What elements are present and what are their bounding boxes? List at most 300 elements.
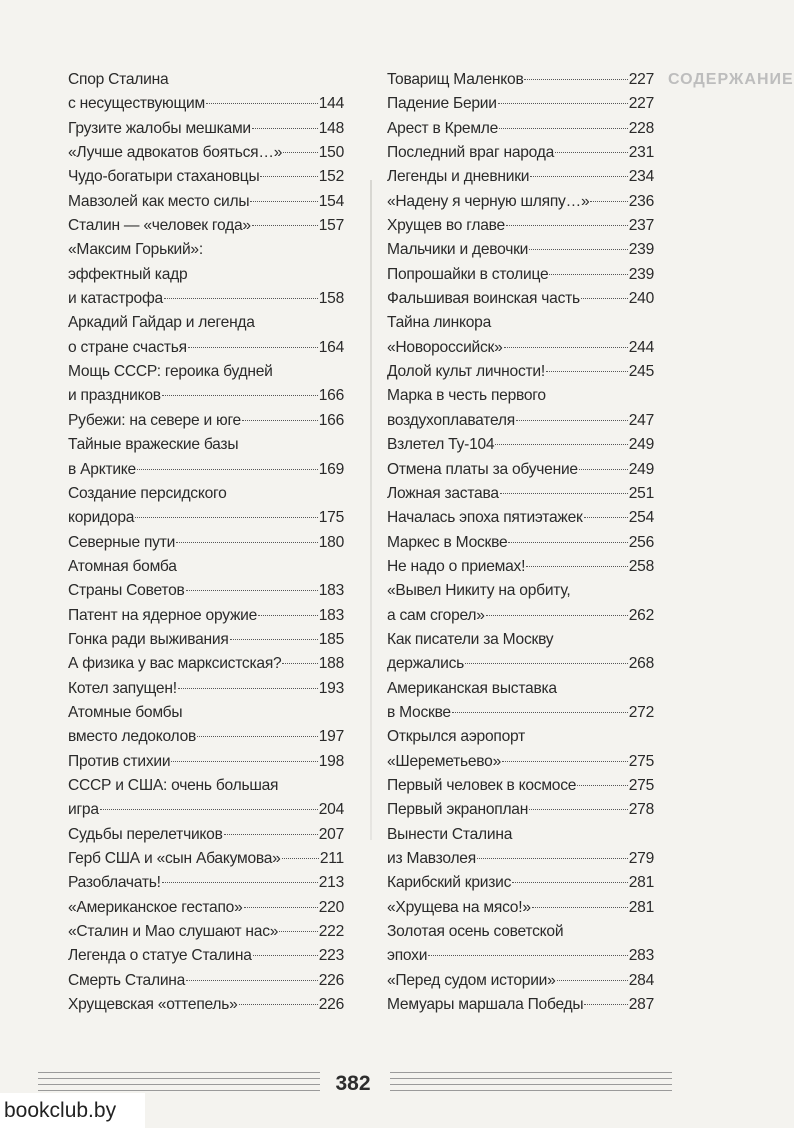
toc-entry-last-line bbox=[68, 896, 344, 920]
toc-entry-last-line bbox=[68, 141, 344, 165]
toc-page-number: 254 bbox=[628, 509, 654, 527]
toc-entry-last-line bbox=[68, 531, 344, 555]
toc-entry-last-line bbox=[387, 165, 654, 189]
toc-entry-last-line bbox=[387, 458, 654, 482]
toc-entry-last-line bbox=[68, 579, 344, 603]
dot-leader bbox=[230, 639, 318, 640]
footer-rule-left bbox=[38, 1084, 320, 1085]
toc-entry-last-line bbox=[68, 725, 344, 749]
toc-entry bbox=[68, 190, 344, 214]
dot-leader bbox=[590, 201, 627, 202]
toc-entry-last-line bbox=[68, 458, 344, 482]
dot-leader bbox=[499, 128, 628, 129]
toc-entry-title-line: воздухоплавателя bbox=[387, 411, 515, 429]
footer-rule-right bbox=[390, 1090, 672, 1091]
toc-entry-last-line bbox=[387, 433, 654, 457]
contents-header-fragment: СОДЕРЖАНИЕ bbox=[668, 71, 794, 88]
toc-entry bbox=[387, 871, 654, 895]
toc-entry-title-line: Мощь СССР: героика будней bbox=[68, 363, 273, 381]
toc-entry-title-line: «Сталин и Мао слушают нас» bbox=[68, 923, 279, 941]
footer-rule-right bbox=[390, 1072, 672, 1073]
toc-page-number: 164 bbox=[318, 338, 344, 356]
toc-entry bbox=[68, 141, 344, 165]
toc-page-number: 249 bbox=[628, 436, 654, 454]
toc-page-number: 247 bbox=[628, 411, 654, 429]
toc-entry-last-line bbox=[68, 847, 344, 871]
toc-entry-title-line: Атомная бомба bbox=[68, 557, 177, 575]
toc-page-number: 272 bbox=[628, 703, 654, 721]
toc-entry-last-line bbox=[387, 141, 654, 165]
toc-entry-last-line bbox=[387, 409, 654, 433]
toc-entry bbox=[387, 993, 654, 1017]
toc-entry-title-line: Грузите жалобы мешками bbox=[68, 119, 251, 137]
toc-entry bbox=[68, 774, 344, 823]
toc-page-number: 244 bbox=[628, 338, 654, 356]
dot-leader bbox=[162, 395, 318, 396]
toc-entry bbox=[68, 604, 344, 628]
toc-page-number: 245 bbox=[628, 363, 654, 381]
dot-leader bbox=[529, 809, 628, 810]
toc-entry bbox=[387, 798, 654, 822]
toc-left-column bbox=[68, 68, 344, 1017]
toc-entry bbox=[68, 847, 344, 871]
toc-page-number: 183 bbox=[318, 582, 344, 600]
toc-entry-title-line: Аркадий Гайдар и легенда bbox=[68, 314, 255, 332]
toc-entry-title-line: а сам сгорел» bbox=[387, 606, 485, 624]
dot-leader bbox=[253, 955, 318, 956]
toc-entry bbox=[387, 774, 654, 798]
footer-rule-left bbox=[38, 1072, 320, 1073]
toc-page-number: 197 bbox=[318, 728, 344, 746]
toc-entry-title-line: «Надену я черную шляпу…» bbox=[387, 192, 590, 210]
toc-entry-title-line: Взлетел Ту-104 bbox=[387, 436, 495, 454]
toc-entry bbox=[387, 384, 654, 433]
toc-page-number: 239 bbox=[628, 265, 654, 283]
footer-rule-right bbox=[390, 1078, 672, 1079]
dot-leader bbox=[498, 103, 628, 104]
toc-entry bbox=[68, 750, 344, 774]
toc-page-number: 193 bbox=[318, 679, 344, 697]
toc-page-number: 180 bbox=[318, 533, 344, 551]
toc-entry-last-line bbox=[387, 531, 654, 555]
toc-entry-title-line: Отмена платы за обучение bbox=[387, 460, 578, 478]
toc-entry-last-line bbox=[68, 823, 344, 847]
toc-entry-last-line bbox=[68, 944, 344, 968]
dot-leader bbox=[502, 761, 628, 762]
toc-entry bbox=[387, 92, 654, 116]
dot-leader bbox=[186, 980, 318, 981]
toc-entry bbox=[68, 555, 344, 604]
bleed-through-bar bbox=[370, 180, 372, 840]
toc-page-number: 166 bbox=[318, 411, 344, 429]
dot-leader bbox=[486, 615, 628, 616]
toc-entry-title-line: Рубежи: на севере и юге bbox=[68, 411, 241, 429]
dot-leader bbox=[244, 907, 318, 908]
dot-leader bbox=[557, 980, 628, 981]
toc-entry-title-line: в Москве bbox=[387, 703, 451, 721]
toc-entry-last-line bbox=[387, 871, 654, 895]
toc-entry-title-line: Северные пути bbox=[68, 533, 176, 551]
toc-page-number: 154 bbox=[318, 192, 344, 210]
footer-rule-left bbox=[38, 1078, 320, 1079]
toc-entry-last-line bbox=[387, 944, 654, 968]
toc-page-number: 188 bbox=[318, 655, 344, 673]
dot-leader bbox=[504, 347, 628, 348]
toc-entry bbox=[68, 238, 344, 311]
toc-entry-last-line bbox=[68, 287, 344, 311]
toc-page-number: 234 bbox=[628, 168, 654, 186]
toc-entry-last-line bbox=[387, 750, 654, 774]
toc-page-number: 287 bbox=[628, 996, 654, 1014]
toc-entry-last-line bbox=[68, 604, 344, 628]
toc-entry-title-line: Гонка ради выживания bbox=[68, 630, 229, 648]
toc-entry bbox=[68, 311, 344, 360]
dot-leader bbox=[282, 858, 319, 859]
dot-leader bbox=[512, 882, 628, 883]
toc-entry bbox=[387, 628, 654, 677]
toc-page-number: 226 bbox=[318, 996, 344, 1014]
toc-entry-title-line: Ложная застава bbox=[387, 484, 499, 502]
dot-leader bbox=[283, 152, 318, 153]
toc-entry-title-line: «Хрущева на мясо!» bbox=[387, 898, 531, 916]
toc-page-number: 198 bbox=[318, 752, 344, 770]
toc-entry-last-line bbox=[387, 214, 654, 238]
toc-entry-last-line bbox=[68, 920, 344, 944]
toc-entry-title-line: Смерть Сталина bbox=[68, 971, 186, 989]
toc-page-number: 150 bbox=[318, 144, 344, 162]
toc-entry-title-line: Вынести Сталина bbox=[387, 825, 513, 843]
dot-leader bbox=[477, 858, 628, 859]
toc-entry bbox=[68, 871, 344, 895]
dot-leader bbox=[508, 542, 627, 543]
dot-leader bbox=[252, 225, 318, 226]
dot-leader bbox=[164, 298, 318, 299]
toc-entry bbox=[68, 823, 344, 847]
toc-entry-title-line: «Максим Горький»: bbox=[68, 241, 203, 259]
dot-leader bbox=[428, 955, 628, 956]
dot-leader bbox=[452, 712, 628, 713]
footer-rule-left bbox=[38, 1090, 320, 1091]
dot-leader bbox=[532, 907, 628, 908]
toc-entry bbox=[387, 823, 654, 872]
toc-entry bbox=[387, 238, 654, 262]
toc-entry-last-line bbox=[387, 701, 654, 725]
toc-page-number: 231 bbox=[628, 144, 654, 162]
toc-entry bbox=[387, 117, 654, 141]
toc-entry-title-line: «Лучше адвокатов бояться…» bbox=[68, 144, 283, 162]
toc-entry-title-line: Падение Берии bbox=[387, 95, 497, 113]
toc-entry bbox=[68, 701, 344, 750]
toc-entry-title-line: Товарищ Маленков bbox=[387, 71, 524, 88]
toc-page-number: 222 bbox=[318, 923, 344, 941]
toc-entry bbox=[387, 68, 654, 92]
toc-page-number: 157 bbox=[318, 217, 344, 235]
toc-page-number: 148 bbox=[318, 119, 344, 137]
dot-leader bbox=[162, 882, 318, 883]
toc-page-number: 228 bbox=[628, 119, 654, 137]
toc-page-number: 227 bbox=[628, 95, 654, 113]
dot-leader bbox=[526, 566, 628, 567]
toc-page-number: 275 bbox=[628, 776, 654, 794]
toc-entry bbox=[68, 896, 344, 920]
dot-leader bbox=[206, 103, 318, 104]
toc-entry-title-line: Хрущев во главе bbox=[387, 217, 505, 235]
toc-page-number: 204 bbox=[318, 801, 344, 819]
toc-entry-last-line bbox=[387, 652, 654, 676]
toc-page-number: 207 bbox=[318, 825, 344, 843]
dot-leader bbox=[555, 152, 628, 153]
toc-page-number: 152 bbox=[318, 168, 344, 186]
toc-page-number: 275 bbox=[628, 752, 654, 770]
dot-leader bbox=[529, 249, 628, 250]
toc-entry-title-line: Против стихии bbox=[68, 752, 171, 770]
toc-entry bbox=[387, 482, 654, 506]
toc-entry-title-line: СССР и США: очень большая bbox=[68, 776, 279, 794]
toc-entry-last-line bbox=[387, 896, 654, 920]
toc-entry-title-line: коридора bbox=[68, 509, 135, 527]
toc-entry-title-line: Хрущевская «оттепель» bbox=[68, 996, 238, 1014]
toc-entry-title-line: Создание персидского bbox=[68, 484, 227, 502]
toc-page-number: 166 bbox=[318, 387, 344, 405]
toc-entry bbox=[387, 360, 654, 384]
toc-entry-last-line bbox=[68, 384, 344, 408]
toc-entry-title-line: Открылся аэропорт bbox=[387, 728, 525, 746]
toc-entry bbox=[68, 531, 344, 555]
toc-entry-title-line: в Арктике bbox=[68, 460, 136, 478]
toc-entry-title-line: с несуществующим bbox=[68, 95, 205, 113]
toc-entry-last-line bbox=[387, 117, 654, 141]
toc-entry-title-line: и катастрофа bbox=[68, 290, 163, 308]
dot-leader bbox=[250, 201, 317, 202]
toc-entry-title-line: Карибский кризис bbox=[387, 874, 512, 892]
toc-entry bbox=[68, 409, 344, 433]
toc-entry bbox=[387, 311, 654, 360]
toc-page-number: 268 bbox=[628, 655, 654, 673]
toc-entry-last-line bbox=[387, 604, 654, 628]
toc-entry-last-line bbox=[68, 190, 344, 214]
toc-entry-last-line bbox=[387, 287, 654, 311]
toc-entry-last-line bbox=[68, 871, 344, 895]
toc-entry-title-line: Фальшивая воинская часть bbox=[387, 290, 580, 308]
toc-entry bbox=[68, 677, 344, 701]
toc-entry-last-line bbox=[387, 238, 654, 262]
toc-entry-title-line: Мальчики и девочки bbox=[387, 241, 529, 259]
dot-leader bbox=[546, 371, 628, 372]
toc-entry bbox=[68, 68, 344, 117]
toc-entry-title-line: Началась эпоха пятиэтажек bbox=[387, 509, 583, 527]
toc-entry-last-line bbox=[68, 677, 344, 701]
toc-page-number: 262 bbox=[628, 606, 654, 624]
dot-leader bbox=[577, 785, 628, 786]
toc-page-number: 227 bbox=[628, 71, 654, 88]
dot-leader bbox=[224, 834, 318, 835]
toc-entry-title-line: «Вывел Никиту на орбиту, bbox=[387, 582, 571, 600]
toc-page-number: 279 bbox=[628, 850, 654, 867]
toc-entry bbox=[68, 944, 344, 968]
toc-entry bbox=[387, 725, 654, 774]
toc-entry bbox=[387, 458, 654, 482]
dot-leader bbox=[100, 809, 318, 810]
toc-entry bbox=[387, 214, 654, 238]
toc-entry-title-line: Чудо-богатыри стахановцы bbox=[68, 168, 260, 186]
toc-entry-last-line bbox=[68, 92, 344, 116]
dot-leader bbox=[178, 688, 318, 689]
toc-entry-title-line: Герб США и «сын Абакумова» bbox=[68, 850, 281, 867]
toc-entry-title-line: «Американское гестапо» bbox=[68, 898, 243, 916]
toc-entry-title-line: Разоблачать! bbox=[68, 874, 161, 892]
dot-leader bbox=[137, 469, 318, 470]
dot-leader bbox=[524, 79, 627, 80]
toc-entry-title-line: Последний враг народа bbox=[387, 144, 555, 162]
toc-entry-title-line: Арест в Кремле bbox=[387, 119, 499, 137]
toc-entry-title-line: эпохи bbox=[387, 947, 428, 965]
toc-entry bbox=[387, 190, 654, 214]
dot-leader bbox=[516, 420, 628, 421]
toc-entry bbox=[68, 482, 344, 531]
toc-entry-title-line: Атомные бомбы bbox=[68, 703, 183, 721]
toc-page-number: 158 bbox=[318, 290, 344, 308]
toc-entry-title-line: вместо ледоколов bbox=[68, 728, 197, 746]
toc-entry-title-line: «Шереметьево» bbox=[387, 752, 501, 770]
dot-leader bbox=[282, 663, 317, 664]
toc-entry bbox=[387, 433, 654, 457]
toc-right-column bbox=[387, 68, 654, 1017]
toc-entry-last-line bbox=[68, 993, 344, 1017]
toc-entry-title-line: «Новороссийск» bbox=[387, 338, 503, 356]
toc-entry-title-line: игра bbox=[68, 801, 99, 819]
toc-page-number: 251 bbox=[628, 484, 654, 502]
toc-page-number: 185 bbox=[318, 630, 344, 648]
toc-entry-title-line: и праздников bbox=[68, 387, 161, 405]
toc-entry bbox=[387, 263, 654, 287]
toc-entry-title-line: «Перед судом истории» bbox=[387, 971, 556, 989]
toc-entry-last-line bbox=[68, 652, 344, 676]
toc-entry bbox=[68, 117, 344, 141]
dot-leader bbox=[549, 274, 627, 275]
dot-leader bbox=[239, 1004, 318, 1005]
toc-entry-title-line: Тайна линкора bbox=[387, 314, 492, 332]
dot-leader bbox=[188, 347, 318, 348]
toc-page-number: 237 bbox=[628, 217, 654, 235]
toc-entry-last-line bbox=[387, 482, 654, 506]
toc-page-number: 256 bbox=[628, 533, 654, 551]
toc-page-number: 283 bbox=[628, 947, 654, 965]
toc-entry-title-line: Золотая осень советской bbox=[387, 923, 564, 941]
toc-entry-last-line bbox=[68, 798, 344, 822]
toc-page-number: 240 bbox=[628, 290, 654, 308]
toc-entry bbox=[68, 652, 344, 676]
toc-entry-last-line bbox=[68, 969, 344, 993]
toc-page-number: 183 bbox=[318, 606, 344, 624]
dot-leader bbox=[530, 176, 627, 177]
toc-entry-last-line bbox=[387, 798, 654, 822]
toc-page-number: 169 bbox=[318, 460, 344, 478]
dot-leader bbox=[465, 663, 628, 664]
toc-entry-title-line: Легенда о статуе Сталина bbox=[68, 947, 252, 965]
toc-page-number: 226 bbox=[318, 971, 344, 989]
dot-leader bbox=[197, 736, 318, 737]
toc-entry bbox=[387, 165, 654, 189]
toc-entry-last-line bbox=[387, 847, 654, 871]
dot-leader bbox=[258, 615, 318, 616]
toc-entry-last-line bbox=[68, 165, 344, 189]
toc-entry bbox=[387, 531, 654, 555]
toc-entry bbox=[387, 141, 654, 165]
toc-entry-title-line: А физика у вас марксистская? bbox=[68, 655, 282, 673]
dot-leader bbox=[242, 420, 318, 421]
dot-leader bbox=[579, 469, 628, 470]
toc-page-number: 258 bbox=[628, 557, 654, 575]
toc-entry bbox=[387, 555, 654, 579]
footer-rule-right bbox=[390, 1084, 672, 1085]
toc-entry-title-line: Мавзолей как место силы bbox=[68, 192, 250, 210]
toc-entry bbox=[68, 360, 344, 409]
dot-leader bbox=[584, 517, 628, 518]
toc-entry-title-line: Спор Сталина bbox=[68, 71, 169, 88]
toc-entry-last-line bbox=[387, 336, 654, 360]
toc-page-number: 281 bbox=[628, 898, 654, 916]
toc-entry-title-line: Сталин — «человек года» bbox=[68, 217, 251, 235]
toc-entry-title-line: Патент на ядерное оружие bbox=[68, 606, 258, 624]
toc-entry bbox=[387, 920, 654, 969]
toc-entry bbox=[68, 969, 344, 993]
toc-entry-title-line: держались bbox=[387, 655, 465, 673]
dot-leader bbox=[260, 176, 317, 177]
dot-leader bbox=[581, 298, 628, 299]
toc-entry-last-line bbox=[387, 360, 654, 384]
dot-leader bbox=[500, 493, 628, 494]
toc-entry-last-line bbox=[387, 190, 654, 214]
toc-entry bbox=[387, 579, 654, 628]
toc-entry-title-line: Тайные вражеские базы bbox=[68, 436, 239, 454]
toc-entry bbox=[68, 433, 344, 482]
toc-entry-last-line bbox=[68, 628, 344, 652]
toc-entry-title-line: Легенды и дневники bbox=[387, 168, 530, 186]
toc-entry-title-line: Попрошайки в столице bbox=[387, 265, 549, 283]
toc-entry-last-line bbox=[68, 117, 344, 141]
toc-entry bbox=[387, 506, 654, 530]
toc-entry-last-line bbox=[387, 506, 654, 530]
toc-page-number: 211 bbox=[319, 850, 344, 867]
toc-entry-title-line: Не надо о приемах! bbox=[387, 557, 526, 575]
dot-leader bbox=[176, 542, 318, 543]
toc-page-number: 281 bbox=[628, 874, 654, 892]
toc-entry-title-line: Марка в честь первого bbox=[387, 387, 546, 405]
dot-leader bbox=[279, 931, 318, 932]
toc-page-number: 236 bbox=[628, 192, 654, 210]
toc-page-number: 239 bbox=[628, 241, 654, 259]
toc-entry-last-line bbox=[68, 336, 344, 360]
toc-page-number: 249 bbox=[628, 460, 654, 478]
toc-entry-last-line bbox=[387, 555, 654, 579]
toc-entry-last-line bbox=[68, 409, 344, 433]
toc-page-number: 213 bbox=[318, 874, 344, 892]
toc-entry bbox=[387, 896, 654, 920]
toc-entry-last-line bbox=[68, 506, 344, 530]
toc-entry bbox=[68, 628, 344, 652]
toc-entry bbox=[68, 993, 344, 1017]
toc-entry-title-line: эффектный кадр bbox=[68, 265, 188, 283]
toc-entry bbox=[68, 165, 344, 189]
page-number: 382 bbox=[335, 1072, 371, 1095]
toc-entry-last-line bbox=[387, 774, 654, 798]
toc-entry-title-line: Первый экраноплан bbox=[387, 801, 529, 819]
toc-entry-title-line: Страны Советов bbox=[68, 582, 185, 600]
toc-page-number: 144 bbox=[318, 95, 344, 113]
toc-entry bbox=[387, 677, 654, 726]
toc-entry-title-line: Маркес в Москве bbox=[387, 533, 508, 551]
toc-entry-last-line bbox=[387, 993, 654, 1017]
